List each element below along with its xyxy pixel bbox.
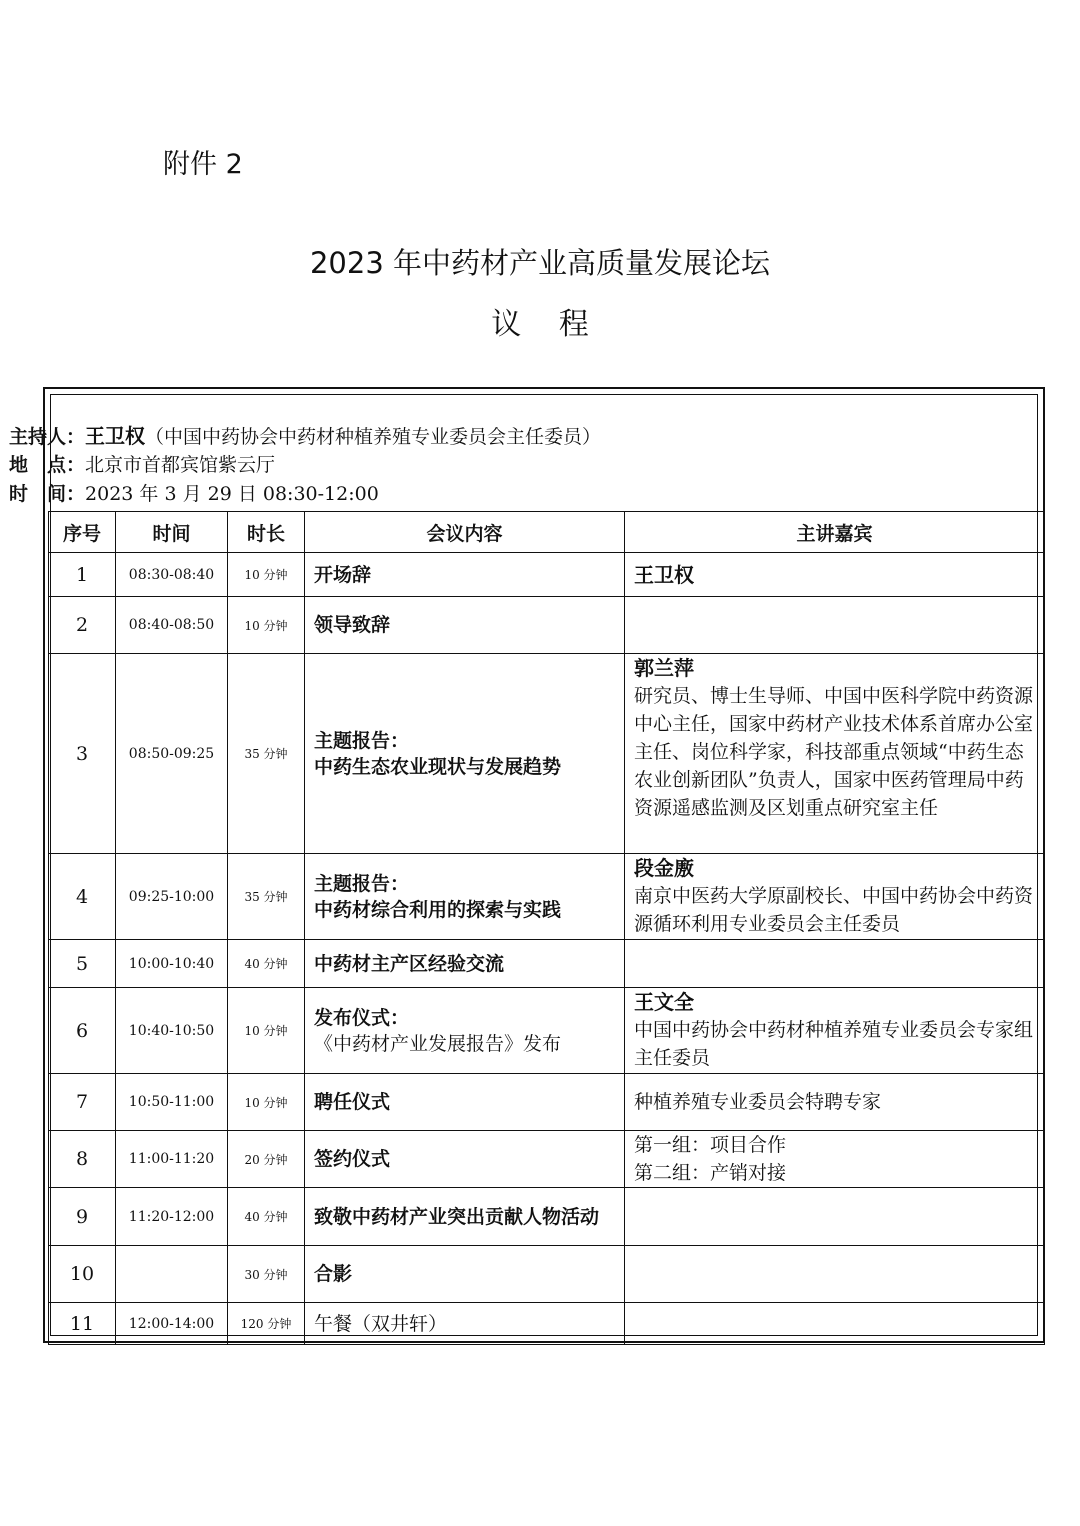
table-row [49, 1246, 1045, 1303]
row-no: 2 [49, 597, 116, 654]
row-no: 6 [49, 988, 116, 1074]
host-label: 主持人： [9, 426, 86, 448]
header-content: 会议内容 [305, 512, 625, 553]
row-duration: 10 分钟 [228, 988, 305, 1074]
table-row [49, 553, 1045, 597]
row-content: 发布仪式： 《中药材产业发展报告》发布 [305, 988, 625, 1074]
row-no: 4 [49, 854, 116, 940]
row-content: 午餐（双井轩） [305, 1303, 625, 1345]
agenda-table [48, 511, 1045, 1345]
row-speaker [625, 1246, 1045, 1303]
row-speaker [625, 597, 1045, 654]
row-no: 7 [49, 1074, 116, 1131]
row-time: 10:50-11:00 [116, 1074, 228, 1131]
row-duration: 35 分钟 [228, 854, 305, 940]
row-duration: 20 分钟 [228, 1131, 305, 1188]
row-duration: 120 分钟 [228, 1303, 305, 1345]
row-time: 08:50-09:25 [116, 654, 228, 854]
document-title: 2023 年中药材产业高质量发展论坛 [309, 246, 771, 280]
row-no: 1 [49, 553, 116, 597]
row-time: 10:40-10:50 [116, 988, 228, 1074]
row-time: 11:20-12:00 [116, 1188, 228, 1246]
row-time: 08:40-08:50 [116, 597, 228, 654]
row-content: 领导致辞 [305, 597, 625, 654]
row-content: 签约仪式 [305, 1131, 625, 1188]
row-speaker [625, 940, 1045, 988]
info-place [9, 451, 275, 479]
row-speaker [625, 1303, 1045, 1345]
row-content: 中药材主产区经验交流 [305, 940, 625, 988]
row-time [116, 1246, 228, 1303]
row-duration: 35 分钟 [228, 654, 305, 854]
row-content: 合影 [305, 1246, 625, 1303]
table-row [49, 1303, 1045, 1345]
time-value: 2023 年 3 月 29 日 08:30-12:00 [85, 483, 379, 505]
table-row [49, 654, 1045, 854]
attachment-label: 附件 2 [163, 149, 243, 180]
header-duration: 时长 [228, 512, 305, 553]
header-no: 序号 [49, 512, 116, 553]
table-row [49, 854, 1045, 940]
row-duration: 40 分钟 [228, 940, 305, 988]
row-no: 3 [49, 654, 116, 854]
table-row [49, 940, 1045, 988]
row-speaker: 郭兰萍 研究员、博士生导师、中国中医科学院中药资源中心主任，国家中药材产业技术体系首席办公室主任、岗位科学家，科技部重点领域“中药生态农业创新团队”负责人，国家中医药管理局中药资源遥感监测及区划重点研究室主任 [625, 654, 1045, 854]
host-name: 王卫权 [85, 424, 146, 448]
row-no: 10 [49, 1246, 116, 1303]
info-time [9, 480, 379, 508]
row-no: 8 [49, 1131, 116, 1188]
table-row [49, 1188, 1045, 1246]
row-speaker: 王文全 中国中药协会中药材种植养殖专业委员会专家组主任委员 [625, 988, 1045, 1074]
row-duration: 10 分钟 [228, 597, 305, 654]
row-duration: 40 分钟 [228, 1188, 305, 1246]
row-speaker: 王卫权 [625, 553, 1045, 597]
row-speaker: 段金廒 南京中医药大学原副校长、中国中药协会中药资源循环利用专业委员会主任委员 [625, 854, 1045, 940]
row-speaker: 第一组：项目合作 第二组：产销对接 [625, 1131, 1045, 1188]
row-duration: 10 分钟 [228, 553, 305, 597]
row-content: 主题报告： 中药生态农业现状与发展趋势 [305, 654, 625, 854]
row-no: 5 [49, 940, 116, 988]
row-time: 09:25-10:00 [116, 854, 228, 940]
row-content: 致敬中药材产业突出贡献人物活动 [305, 1188, 625, 1246]
row-time: 12:00-14:00 [116, 1303, 228, 1345]
info-host [9, 422, 601, 451]
row-time: 08:30-08:40 [116, 553, 228, 597]
row-time: 10:00-10:40 [116, 940, 228, 988]
row-content: 聘任仪式 [305, 1074, 625, 1131]
place-label: 地 点： [9, 454, 86, 476]
table-header-row [49, 512, 1045, 553]
row-content: 主题报告： 中药材综合利用的探索与实践 [305, 854, 625, 940]
row-no: 9 [49, 1188, 116, 1246]
row-speaker: 种植养殖专业委员会特聘专家 [625, 1074, 1045, 1131]
table-row [49, 988, 1045, 1074]
row-time: 11:00-11:20 [116, 1131, 228, 1188]
row-duration: 30 分钟 [228, 1246, 305, 1303]
table-row [49, 1074, 1045, 1131]
row-content: 开场辞 [305, 553, 625, 597]
row-duration: 10 分钟 [228, 1074, 305, 1131]
row-speaker [625, 1188, 1045, 1246]
document-subtitle: 议 程 [491, 307, 603, 342]
time-label: 时 间： [9, 483, 86, 505]
row-no: 11 [49, 1303, 116, 1345]
place-value: 北京市首都宾馆紫云厅 [85, 454, 276, 476]
host-desc: （中国中药协会中药材种植养殖专业委员会主任委员） [145, 426, 602, 448]
header-speaker: 主讲嘉宾 [625, 512, 1045, 553]
table-row [49, 1131, 1045, 1188]
table-row [49, 597, 1045, 654]
header-time: 时间 [116, 512, 228, 553]
